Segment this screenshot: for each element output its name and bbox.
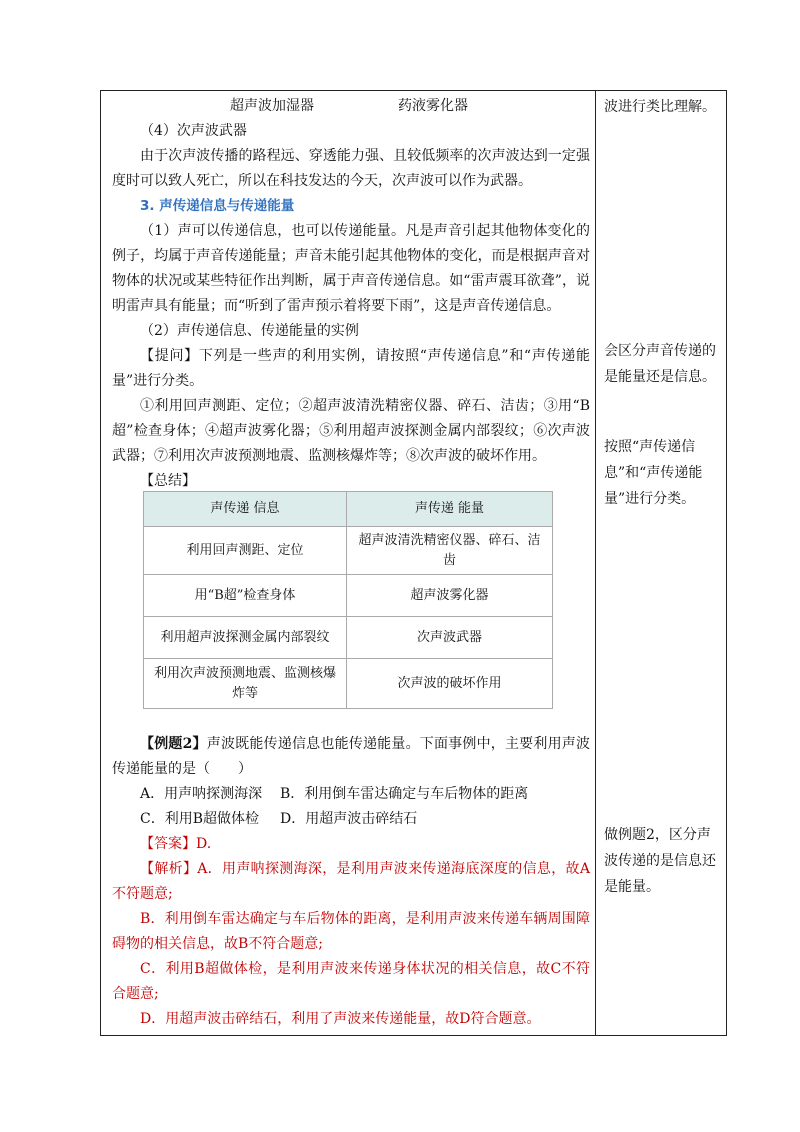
option-c: C．利用B超做体检 [140, 811, 259, 827]
examples-list: ①利用回声测距、定位；②超声波清洗精密仪器、碎石、洁齿；③用“B超”检查身体；④超声波雾化器；⑤利用超声波探测金属内部裂纹；⑥次声波武器；⑦利用次声波预测地震、监测核爆炸等；⑧次声波的破坏作用。 [112, 398, 590, 464]
caption-nebulizer: 药液雾化器 [398, 98, 468, 114]
example2-question [112, 732, 590, 782]
options-row-2 [112, 807, 590, 832]
table-cell-info: 用“B超”检查身体 [144, 575, 347, 617]
side-note-distinguish [604, 338, 716, 390]
option-d: D．用超声波击碎结石 [280, 811, 418, 827]
table-cell-energy: 次声波的破坏作用 [347, 659, 553, 709]
analysis-a: 【解析】A．用声呐探测海深，是利用声波来传递海底深度的信息，故A不符题意; [112, 861, 590, 902]
paragraph-info-energy: （1）声可以传递信息，也可以传递能量。凡是声音引起其他物体变化的例子，均属于声音传递能量；声音未能引起其他物体的变化，而是根据声音对物体的状况或某些特征作出判断，属于声音传递信息。如“雷声震耳欲聋”，说明雷声具有能量；而“听到了雷声预示着将要下雨”，这是声音传递信息。 [112, 223, 590, 314]
table-row [144, 659, 553, 709]
table-row [144, 575, 553, 617]
example2-block [112, 732, 590, 1032]
header-energy: 声传递 能量 [347, 492, 553, 527]
option-a: A．用声呐探测海深 [140, 786, 263, 802]
table-cell-info: 利用回声测距、定位 [144, 527, 347, 575]
side-note-analogy [604, 94, 716, 120]
table-cell-energy: 次声波武器 [347, 617, 553, 659]
summary-table-header [144, 492, 553, 527]
summary-table [143, 491, 553, 709]
header-info: 声传递 信息 [144, 492, 347, 527]
side-note-text: 波进行类比理解。 [604, 99, 716, 115]
example2-question-text: 声波既能传递信息也能传递能量。下面事例中，主要利用声波传递能量的是（ ） [112, 736, 590, 777]
table-row [144, 527, 553, 575]
analysis-d: D．用超声波击碎结石，利用了声波来传递能量，故D符合题意。 [140, 1011, 541, 1027]
example2-label: 【例题2】 [140, 736, 207, 752]
option-b: B．利用倒车雷达确定与车后物体的距离 [280, 786, 529, 802]
caption-humidifier: 超声波加湿器 [230, 98, 314, 114]
analysis-c: C．利用B超做体检，是利用声波来传递身体状况的相关信息，故C不符合题意; [112, 961, 590, 1002]
options-row-1 [112, 782, 590, 807]
side-note-text: 做例题2，区分声波传递的是信息还是能量。 [604, 827, 716, 895]
table-cell-info: 利用超声波探测金属内部裂纹 [144, 617, 347, 659]
summary-label: 【总结】 [140, 473, 196, 489]
table-cell-info: 利用次声波预测地震、监测核爆炸等 [144, 659, 347, 709]
subsection-title-infrasound-weapon: （4）次声波武器 [140, 123, 247, 139]
table-cell-energy: 超声波雾化器 [347, 575, 553, 617]
section-heading: 3. 声传递信息与传递能量 [140, 198, 295, 214]
side-note-text: 按照“声传递信息”和“声传递能量”进行分类。 [604, 439, 703, 507]
analysis-b: B．利用倒车雷达确定与车后物体的距离，是利用声波来传递车辆周围障碍物的相关信息，故B不符合题意; [112, 911, 590, 952]
image-captions [112, 94, 590, 119]
side-note-text: 会区分声音传递的是能量还是信息。 [604, 343, 716, 385]
question-label: 【提问】 [140, 348, 199, 364]
paragraph-infrasound-weapon: 由于次声波传播的路程远、穿透能力强、且较低频率的次声波达到一定强度时可以致人死亡，所以在科技发达的今天，次声波可以作为武器。 [112, 148, 590, 189]
table-row [144, 617, 553, 659]
side-note-example2 [604, 822, 716, 900]
table-cell-energy: 超声波清洗精密仪器、碎石、洁齿 [347, 527, 553, 575]
question-paragraph [112, 344, 590, 394]
question-text: 下列是一些声的利用实例，请按照“声传递信息”和“声传递能量”进行分类。 [112, 348, 590, 389]
subsection-title-examples: （2）声传递信息、传递能量的实例 [140, 323, 359, 339]
main-content-column [112, 94, 590, 494]
column-divider [595, 90, 596, 1036]
answer-line: 【答案】D. [140, 836, 212, 852]
side-note-classify [604, 434, 716, 512]
